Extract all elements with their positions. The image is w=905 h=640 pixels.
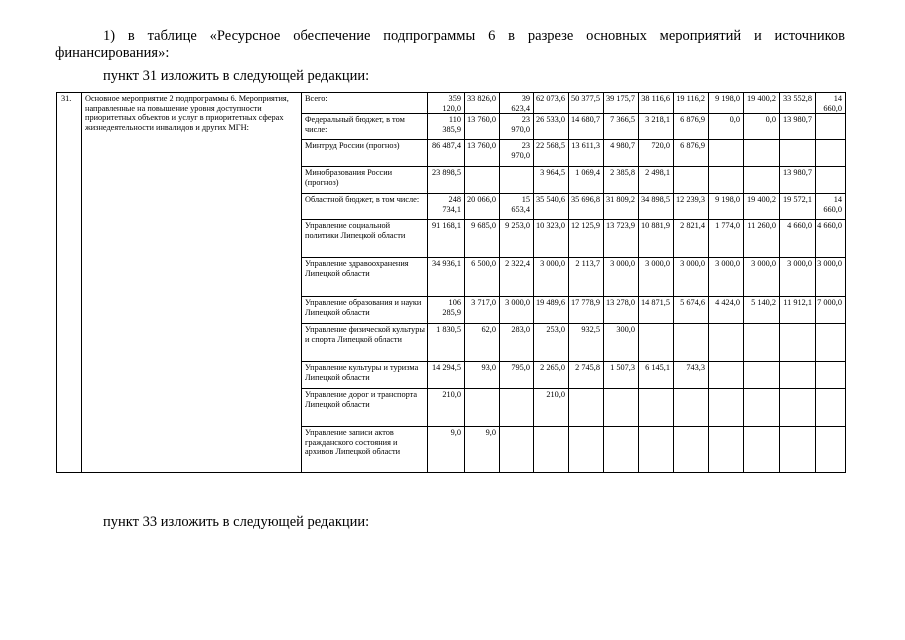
table-row	[57, 93, 846, 114]
amount-cell	[744, 427, 780, 473]
funding-source: Минтруд России (прогноз)	[302, 140, 428, 167]
amount-cell: 9 253,0	[500, 220, 534, 258]
amount-cell: 15 653,4	[500, 194, 534, 220]
amount-cell: 14 680,7	[569, 114, 604, 140]
amount-cell	[465, 389, 500, 427]
amount-cell	[744, 362, 780, 389]
amount-cell: 62 073,6	[534, 93, 569, 114]
amount-cell: 23 970,0	[500, 114, 534, 140]
amount-cell	[534, 427, 569, 473]
amount-cell: 743,3	[674, 362, 709, 389]
amount-cell: 932,5	[569, 324, 604, 362]
amount-cell: 6 500,0	[465, 258, 500, 297]
amount-cell: 9,0	[465, 427, 500, 473]
amount-cell: 20 066,0	[465, 194, 500, 220]
amount-cell: 35 540,6	[534, 194, 569, 220]
amount-cell: 14 871,5	[639, 297, 674, 324]
amount-cell	[816, 324, 846, 362]
amount-cell: 13 278,0	[604, 297, 639, 324]
amount-cell: 26 533,0	[534, 114, 569, 140]
amount-cell: 11 260,0	[744, 220, 780, 258]
amount-cell: 3 000,0	[780, 258, 816, 297]
amount-cell: 3 717,0	[465, 297, 500, 324]
amount-cell: 19 400,2	[744, 194, 780, 220]
amount-cell: 7 000,0	[816, 297, 846, 324]
amount-cell: 22 568,5	[534, 140, 569, 167]
activity-description: Основное мероприятие 2 подпрограммы 6. Мероприятия, направленные на повышение уровня доступности приоритетных объектов и услуг в приоритетных сферах жизнедеятельности инвалидов и других МГН:	[82, 93, 302, 473]
amount-cell: 19 489,6	[534, 297, 569, 324]
amount-cell: 17 778,9	[569, 297, 604, 324]
amount-cell: 13 611,3	[569, 140, 604, 167]
amount-cell	[744, 324, 780, 362]
amount-cell: 283,0	[500, 324, 534, 362]
amount-cell: 2 265,0	[534, 362, 569, 389]
item-33-heading: пункт 33 изложить в следующей редакции:	[103, 514, 370, 530]
funding-source: Управление образования и науки Липецкой области	[302, 297, 428, 324]
amount-cell: 3 000,0	[604, 258, 639, 297]
amount-cell: 7 366,5	[604, 114, 639, 140]
amount-cell: 0,0	[744, 114, 780, 140]
amount-cell: 4 660,0	[780, 220, 816, 258]
funding-source: Федеральный бюджет, в том числе:	[302, 114, 428, 140]
amount-cell: 23 970,0	[500, 140, 534, 167]
amount-cell: 3 000,0	[709, 258, 744, 297]
amount-cell	[639, 324, 674, 362]
amount-cell	[816, 114, 846, 140]
amount-cell: 14 294,5	[428, 362, 465, 389]
amount-cell: 13 980,7	[780, 114, 816, 140]
amount-cell	[816, 362, 846, 389]
amount-cell: 6 876,9	[674, 114, 709, 140]
amount-cell	[816, 389, 846, 427]
amount-cell	[709, 167, 744, 194]
amount-cell: 14 660,0	[816, 93, 846, 114]
intro-text: 1) в таблице «Ресурсное обеспечение подпрограммы 6 в разрезе основных мероприятий и источников финансирования»:	[55, 28, 845, 61]
amount-cell: 3 000,0	[674, 258, 709, 297]
amount-cell	[639, 427, 674, 473]
amount-cell: 110 385,9	[428, 114, 465, 140]
amount-cell	[569, 427, 604, 473]
amount-cell: 50 377,5	[569, 93, 604, 114]
amount-cell: 2 498,1	[639, 167, 674, 194]
amount-cell: 12 239,3	[674, 194, 709, 220]
resource-table-body	[57, 93, 846, 473]
amount-cell: 91 168,1	[428, 220, 465, 258]
amount-cell	[674, 427, 709, 473]
amount-cell: 13 980,7	[780, 167, 816, 194]
amount-cell: 795,0	[500, 362, 534, 389]
row-number: 31.	[57, 93, 82, 473]
amount-cell: 106 285,9	[428, 297, 465, 324]
amount-cell: 34 898,5	[639, 194, 674, 220]
amount-cell: 11 912,1	[780, 297, 816, 324]
amount-cell	[709, 324, 744, 362]
amount-cell	[744, 167, 780, 194]
amount-cell: 3 000,0	[534, 258, 569, 297]
amount-cell: 33 826,0	[465, 93, 500, 114]
amount-cell	[744, 389, 780, 427]
amount-cell	[744, 140, 780, 167]
amount-cell: 4 980,7	[604, 140, 639, 167]
item-31-heading: пункт 31 изложить в следующей редакции:	[103, 68, 370, 84]
amount-cell	[465, 167, 500, 194]
funding-source: Управление социальной политики Липецкой области	[302, 220, 428, 258]
funding-source: Областной бюджет, в том числе:	[302, 194, 428, 220]
amount-cell	[604, 389, 639, 427]
amount-cell	[816, 167, 846, 194]
amount-cell: 248 734,1	[428, 194, 465, 220]
amount-cell	[500, 167, 534, 194]
amount-cell: 35 696,8	[569, 194, 604, 220]
amount-cell	[709, 362, 744, 389]
amount-cell: 2 113,7	[569, 258, 604, 297]
amount-cell: 38 116,6	[639, 93, 674, 114]
amount-cell	[780, 362, 816, 389]
amount-cell: 9 198,0	[709, 93, 744, 114]
funding-source: Управление здравоохранения Липецкой области	[302, 258, 428, 297]
funding-source: Минобразования России (прогноз)	[302, 167, 428, 194]
amount-cell: 3 000,0	[639, 258, 674, 297]
amount-cell: 3 000,0	[816, 258, 846, 297]
amount-cell: 31 809,2	[604, 194, 639, 220]
amount-cell	[780, 389, 816, 427]
amount-cell: 3 218,1	[639, 114, 674, 140]
amount-cell: 1 507,3	[604, 362, 639, 389]
amount-cell	[639, 389, 674, 427]
amount-cell: 210,0	[428, 389, 465, 427]
amount-cell: 5 674,6	[674, 297, 709, 324]
amount-cell: 19 400,2	[744, 93, 780, 114]
amount-cell: 0,0	[709, 114, 744, 140]
amount-cell: 3 964,5	[534, 167, 569, 194]
amount-cell: 2 385,8	[604, 167, 639, 194]
funding-source: Всего:	[302, 93, 428, 114]
amount-cell: 720,0	[639, 140, 674, 167]
resource-table	[56, 92, 846, 473]
amount-cell: 300,0	[604, 324, 639, 362]
amount-cell: 3 000,0	[744, 258, 780, 297]
amount-cell: 4 660,0	[816, 220, 846, 258]
amount-cell	[709, 389, 744, 427]
amount-cell: 1 069,4	[569, 167, 604, 194]
amount-cell: 253,0	[534, 324, 569, 362]
funding-source: Управление культуры и туризма Липецкой области	[302, 362, 428, 389]
amount-cell: 13 723,9	[604, 220, 639, 258]
amount-cell: 359 120,0	[428, 93, 465, 114]
amount-cell	[569, 389, 604, 427]
amount-cell	[500, 389, 534, 427]
amount-cell: 3 000,0	[500, 297, 534, 324]
amount-cell: 6 876,9	[674, 140, 709, 167]
amount-cell	[709, 427, 744, 473]
amount-cell: 13 760,0	[465, 114, 500, 140]
amount-cell: 33 552,8	[780, 93, 816, 114]
amount-cell: 2 745,8	[569, 362, 604, 389]
amount-cell	[500, 427, 534, 473]
amount-cell: 9 685,0	[465, 220, 500, 258]
amount-cell	[780, 324, 816, 362]
amount-cell	[674, 167, 709, 194]
amount-cell: 39 175,7	[604, 93, 639, 114]
funding-source: Управление записи актов гражданского состояния и архивов Липецкой области	[302, 427, 428, 473]
amount-cell	[604, 427, 639, 473]
amount-cell: 9 198,0	[709, 194, 744, 220]
amount-cell: 14 660,0	[816, 194, 846, 220]
amount-cell: 12 125,9	[569, 220, 604, 258]
amount-cell	[780, 427, 816, 473]
intro-paragraph	[55, 28, 845, 62]
amount-cell: 210,0	[534, 389, 569, 427]
amount-cell: 1 830,5	[428, 324, 465, 362]
amount-cell: 62,0	[465, 324, 500, 362]
amount-cell: 10 323,0	[534, 220, 569, 258]
amount-cell: 5 140,2	[744, 297, 780, 324]
amount-cell: 1 774,0	[709, 220, 744, 258]
amount-cell	[780, 140, 816, 167]
amount-cell	[674, 324, 709, 362]
amount-cell: 19 116,2	[674, 93, 709, 114]
amount-cell	[816, 140, 846, 167]
funding-source: Управление дорог и транспорта Липецкой области	[302, 389, 428, 427]
amount-cell: 13 760,0	[465, 140, 500, 167]
amount-cell: 10 881,9	[639, 220, 674, 258]
amount-cell: 2 322,4	[500, 258, 534, 297]
amount-cell: 23 898,5	[428, 167, 465, 194]
amount-cell: 4 424,0	[709, 297, 744, 324]
amount-cell	[709, 140, 744, 167]
amount-cell: 93,0	[465, 362, 500, 389]
amount-cell	[816, 427, 846, 473]
amount-cell: 19 572,1	[780, 194, 816, 220]
amount-cell: 86 487,4	[428, 140, 465, 167]
amount-cell: 9,0	[428, 427, 465, 473]
amount-cell: 6 145,1	[639, 362, 674, 389]
amount-cell: 2 821,4	[674, 220, 709, 258]
amount-cell: 34 936,1	[428, 258, 465, 297]
amount-cell: 39 623,4	[500, 93, 534, 114]
amount-cell	[674, 389, 709, 427]
funding-source: Управление физической культуры и спорта Липецкой области	[302, 324, 428, 362]
